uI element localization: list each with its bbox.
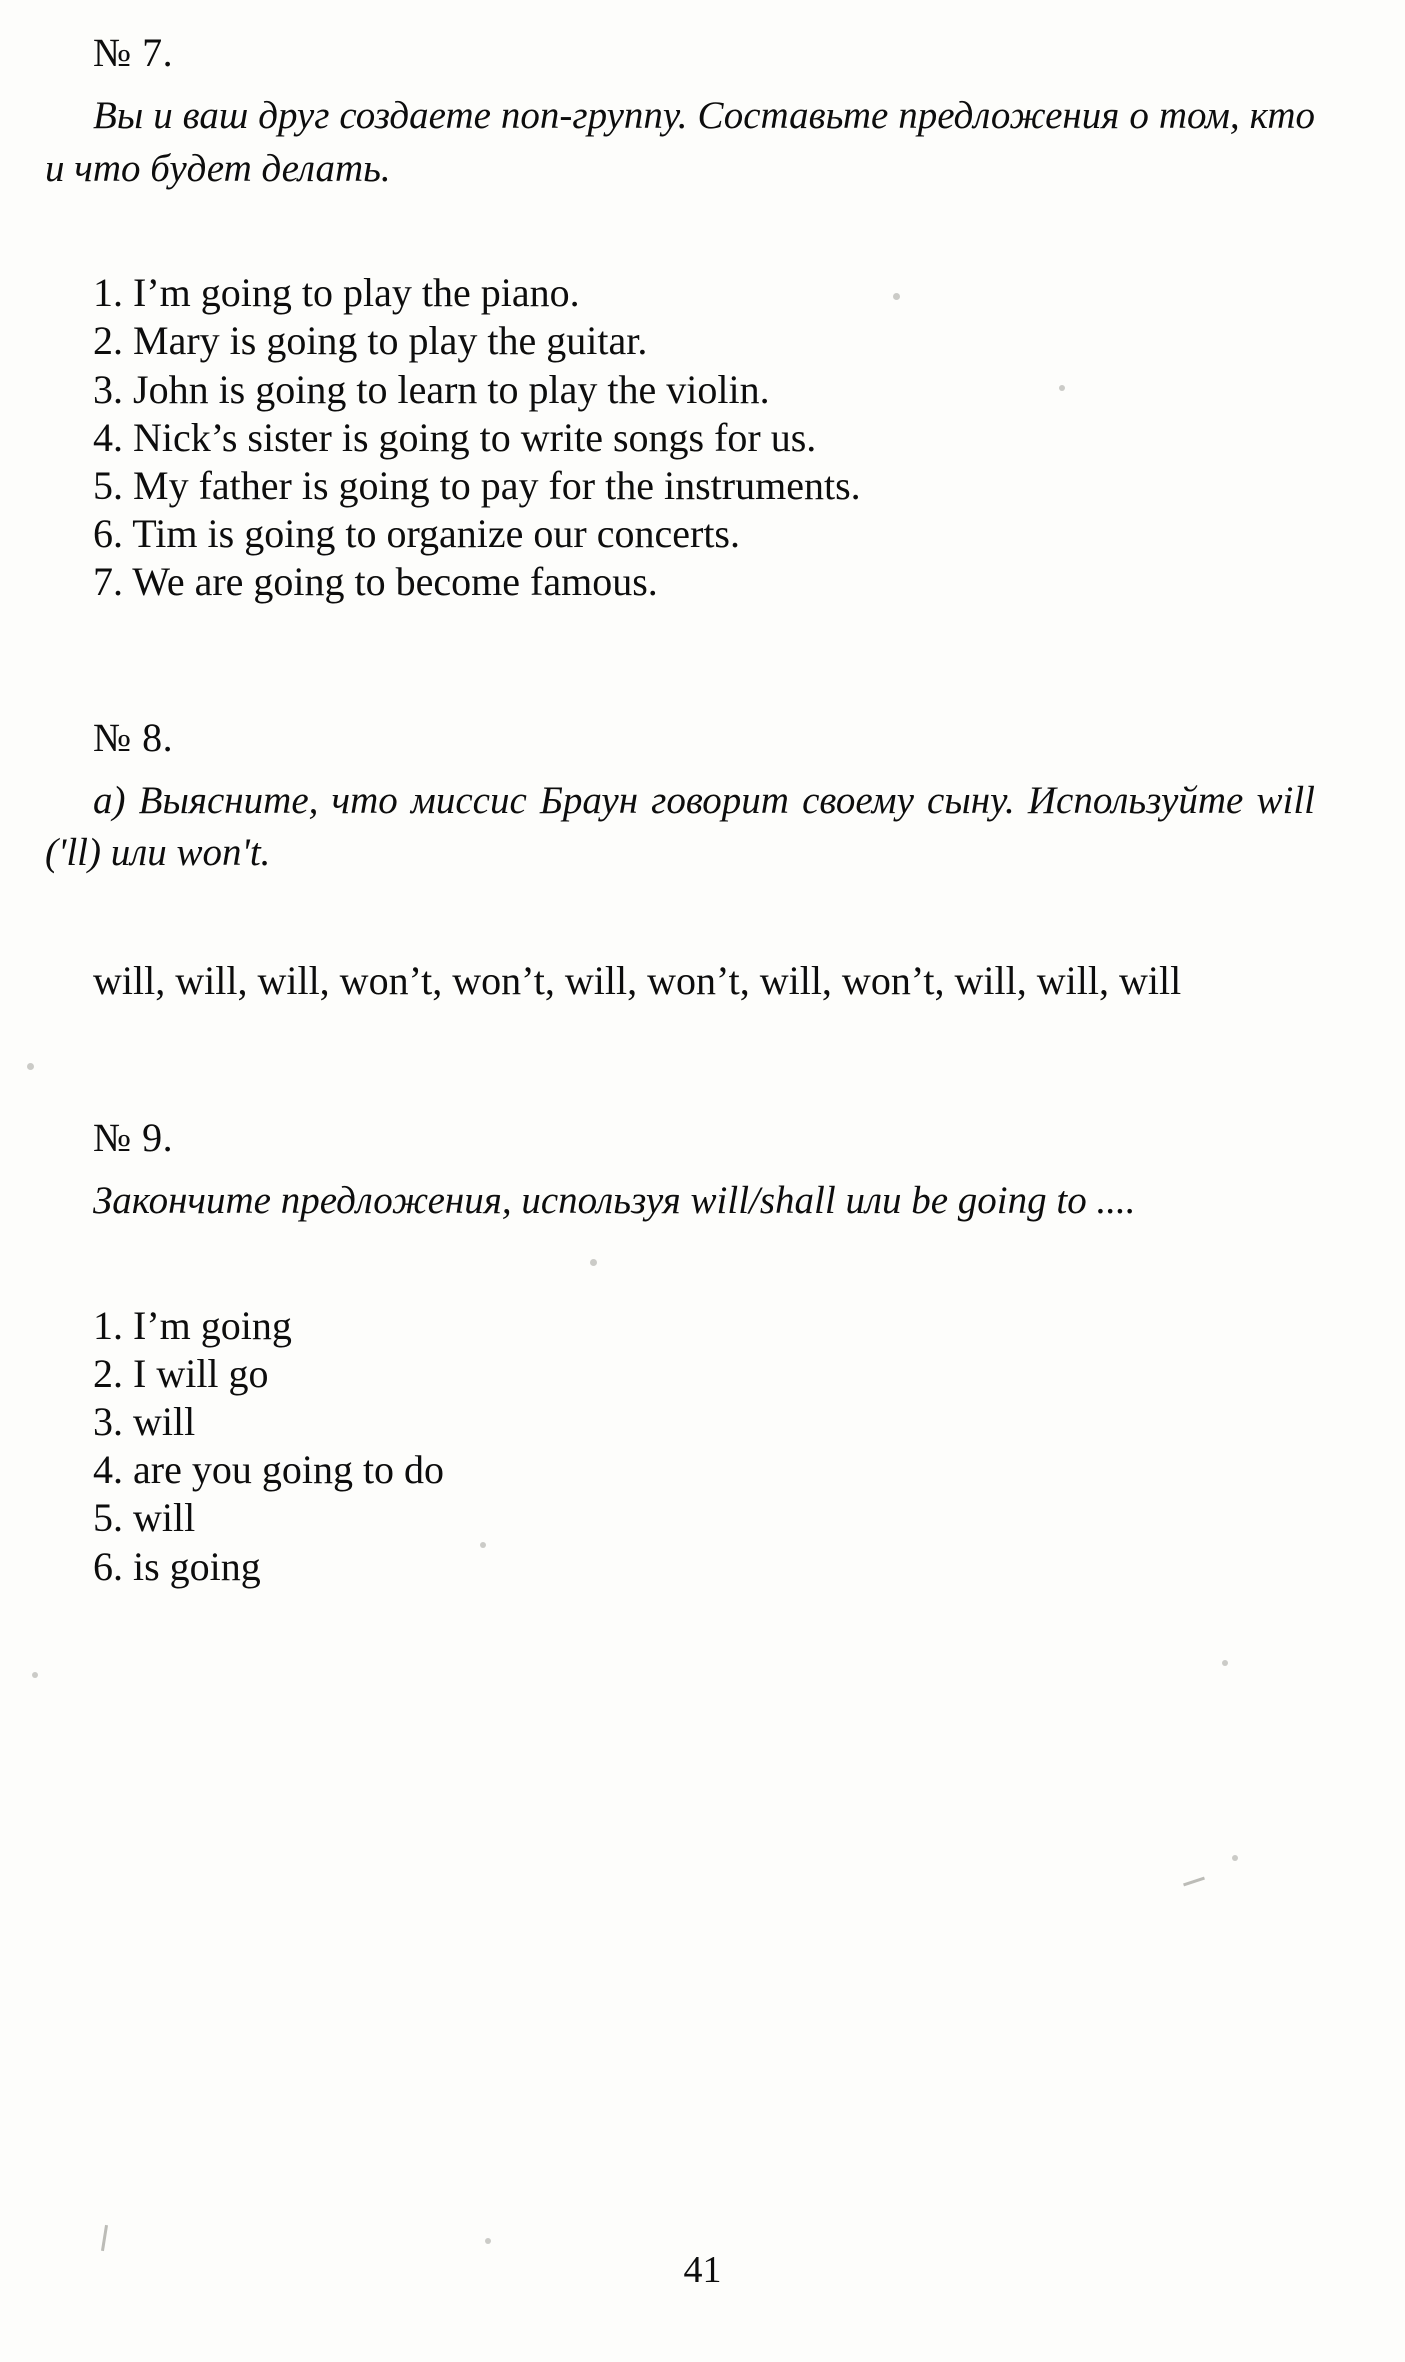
- list-item: 1. I’m going to play the piano.: [93, 270, 580, 316]
- list-item: 4. Nick’s sister is going to write songs for us.: [93, 414, 817, 460]
- spacer: [45, 1238, 1335, 1302]
- exercise-9-answers: [45, 1302, 1335, 1590]
- exercise-8: [45, 715, 1335, 1007]
- paper-speck: [1232, 1855, 1238, 1861]
- exercise-7-prompt: Вы и ваш друг создаете поп-группу. Составьте предложения о том, кто и что будет делать.: [45, 94, 1315, 190]
- paper-speck: [485, 2238, 491, 2244]
- list-item: 5. will: [93, 1495, 196, 1541]
- list-item: 2. I will go: [93, 1350, 269, 1396]
- exercise-9-number: № 9.: [93, 1115, 174, 1161]
- list-item: 1. I’m going: [93, 1302, 292, 1348]
- list-item: 6. is going: [93, 1543, 261, 1589]
- list-item: 2. Mary is going to play the guitar.: [93, 318, 648, 364]
- list-item: 4. are you going to do: [93, 1447, 445, 1493]
- paper-mark: [1183, 1877, 1205, 1887]
- exercise-7: [45, 30, 1335, 606]
- exercise-8-number: № 8.: [93, 714, 174, 760]
- spacer: [45, 607, 1335, 715]
- exercise-8-prompt: а) Выясните, что миссис Браун говорит своему сыну. Используйте will ('ll) или won't.: [45, 778, 1315, 875]
- exercise-7-answers: [45, 269, 1335, 605]
- spacer: [45, 890, 1335, 954]
- paper-speck: [32, 1672, 38, 1678]
- exercise-7-number: № 7.: [93, 30, 174, 75]
- list-item: 6. Tim is going to organize our concerts.: [93, 511, 740, 557]
- exercise-8-answer: will, will, will, won’t, won’t, will, won’t, will, won’t, will, will, will: [93, 957, 1182, 1003]
- paper-speck: [1222, 1660, 1228, 1666]
- list-item: 3. John is going to learn to play the violin.: [93, 366, 770, 412]
- exercise-9: [45, 1115, 1335, 1590]
- list-item: 7. We are going to become famous.: [93, 559, 658, 605]
- document-body: [45, 30, 1335, 1591]
- spacer: [45, 1007, 1335, 1115]
- paper-speck: [27, 1063, 34, 1070]
- list-item: 3. will: [93, 1399, 196, 1445]
- page-number: 41: [683, 2249, 722, 2291]
- spacer: [45, 205, 1335, 269]
- list-item: 5. My father is going to pay for the instruments.: [93, 463, 861, 509]
- exercise-9-prompt: Закончите предложения, используя will/shall или be going to ....: [93, 1179, 1136, 1223]
